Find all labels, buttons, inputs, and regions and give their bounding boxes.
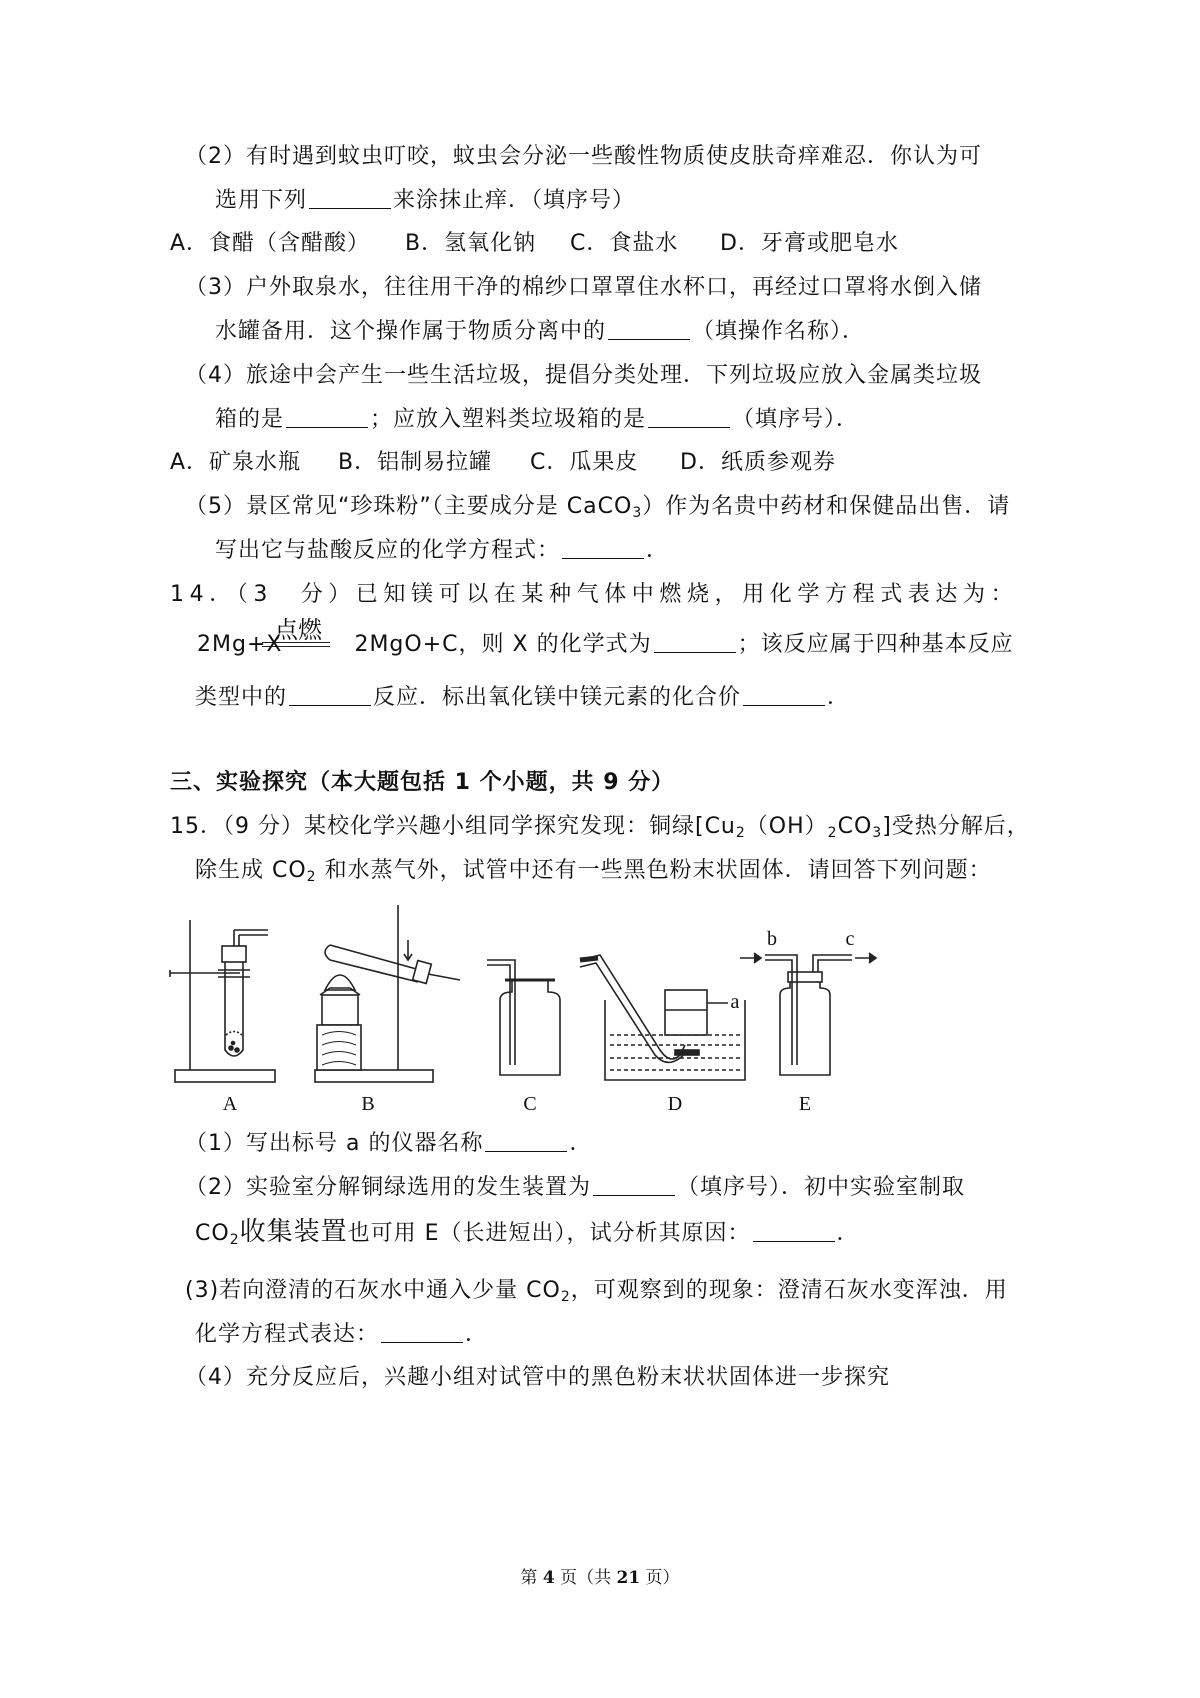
section-heading: 三、实验探究（本大题包括 1 个小题，共 9 分） [170,770,675,795]
label-d: D [667,1093,683,1115]
label-b: B [361,1093,375,1115]
label-instrument-a: a [730,991,740,1013]
q13-part5-line1: （5）景区常见“珍珠粉”（主要成分是 CaCO$_3$）作为名贵中药材和保健品出售．请 [185,494,1011,521]
option-d: D．牙膏或肥皂水 [720,231,899,256]
apparatus-d [580,955,745,1080]
q15-line1: 15．（9 分）某校化学兴趣小组同学探究发现：铜绿$[Cu_2(OH)_2CO_3]$受热分解后， [170,814,1030,841]
answer-blank[interactable] [381,1320,463,1343]
label-e: E [798,1093,812,1115]
q13-part2-options [170,229,899,259]
answer-blank[interactable] [286,405,368,428]
apparatus-c [487,960,560,1075]
option-b: B．氢氧化钠 [405,231,537,256]
page-footer: 第 4 页（共 21 页） [520,1568,680,1588]
apparatus-a [170,920,275,1082]
q13-part2-line2: 选用下列 来涂抹止痒．（填序号） [215,188,636,213]
option-c: C．瓜果皮 [530,450,639,475]
q13-part3-line1: （3）户外取泉水，往往用干净的棉纱口罩罩住水杯口，再经过口罩将水倒入储 [185,275,982,300]
answer-blank[interactable] [289,683,371,706]
label-a: A [222,1093,238,1115]
q15-sub3-line2: 化学方程式表达： ． [195,1322,489,1347]
answer-blank[interactable] [608,317,690,340]
label-port-b: b [767,928,777,950]
apparatus-figure [160,900,910,1120]
option-b: B．铝制易拉罐 [338,450,493,475]
q13-part4-options [170,448,836,478]
option-d: D．纸质参观券 [680,450,836,475]
apparatus-b [315,905,460,1082]
option-a: A．食醋（含醋酸） [170,231,371,256]
reaction-condition: 点燃 [274,616,322,644]
q15-sub1: （1）写出标号 a 的仪器名称 ． [185,1131,593,1156]
option-c: C．食盐水 [570,231,679,256]
q13-part5-line2: 写出它与盐酸反应的化学方程式： ． [215,538,670,563]
q14-line2: 2Mg+X 2MgO+C，则 X 的化学式为 ；该反应属于四种基本反应 [197,632,1014,657]
answer-blank[interactable] [743,683,825,706]
option-a: A．矿泉水瓶 [170,450,302,475]
label-port-c: c [845,928,855,950]
q14-line3: 类型中的 反应．标出氧化镁中镁元素的化合价 ． [195,685,851,710]
answer-blank[interactable] [753,1219,835,1242]
apparatus-e [740,953,876,1075]
answer-blank[interactable] [593,1173,675,1196]
q13-part2-line1: （2）有时遇到蚊虫叮咬，蚊虫会分泌一些酸性物质使皮肤奇痒难忍．你认为可 [185,144,982,169]
q15-line2: 除生成 $CO_2$ 和水蒸气外，试管中还有一些黑色粉末状固体．请回答下列问题： [195,858,992,885]
q13-part3-line2: 水罐备用．这个操作属于物质分离中的 （填操作名称）． [215,319,866,344]
q15-sub2-line2: $CO_2$收集装置也可用 E（长进短出），试分析其原因： ． [195,1217,860,1248]
answer-blank[interactable] [562,536,644,559]
answer-blank[interactable] [648,405,730,428]
q13-part4-line1: （4）旅途中会产生一些生活垃圾，提倡分类处理．下列垃圾应放入金属类垃圾 [185,363,982,388]
q13-part4-line2: 箱的是 ；应放入塑料类垃圾箱的是 （填序号）． [215,407,860,432]
answer-blank[interactable] [654,630,736,653]
q14-line1: 14．（3 分）已知镁可以在某种气体中燃烧，用化学方程式表达为： [170,582,1019,607]
q15-sub4: （4）充分反应后，兴趣小组对试管中的黑色粉末状状固体进一步探究 [185,1365,890,1390]
q15-sub3-line1: (3)若向澄清的石灰水中通入少量 $CO_2$，可观察到的现象：澄清石灰水变浑浊．用 [185,1278,1008,1305]
answer-blank[interactable] [309,186,391,209]
q15-sub2-line1: （2）实验室分解铜绿选用的发生装置为 （填序号）．初中实验室制取 [185,1175,966,1200]
answer-blank[interactable] [485,1129,567,1152]
label-c: C [523,1093,537,1115]
